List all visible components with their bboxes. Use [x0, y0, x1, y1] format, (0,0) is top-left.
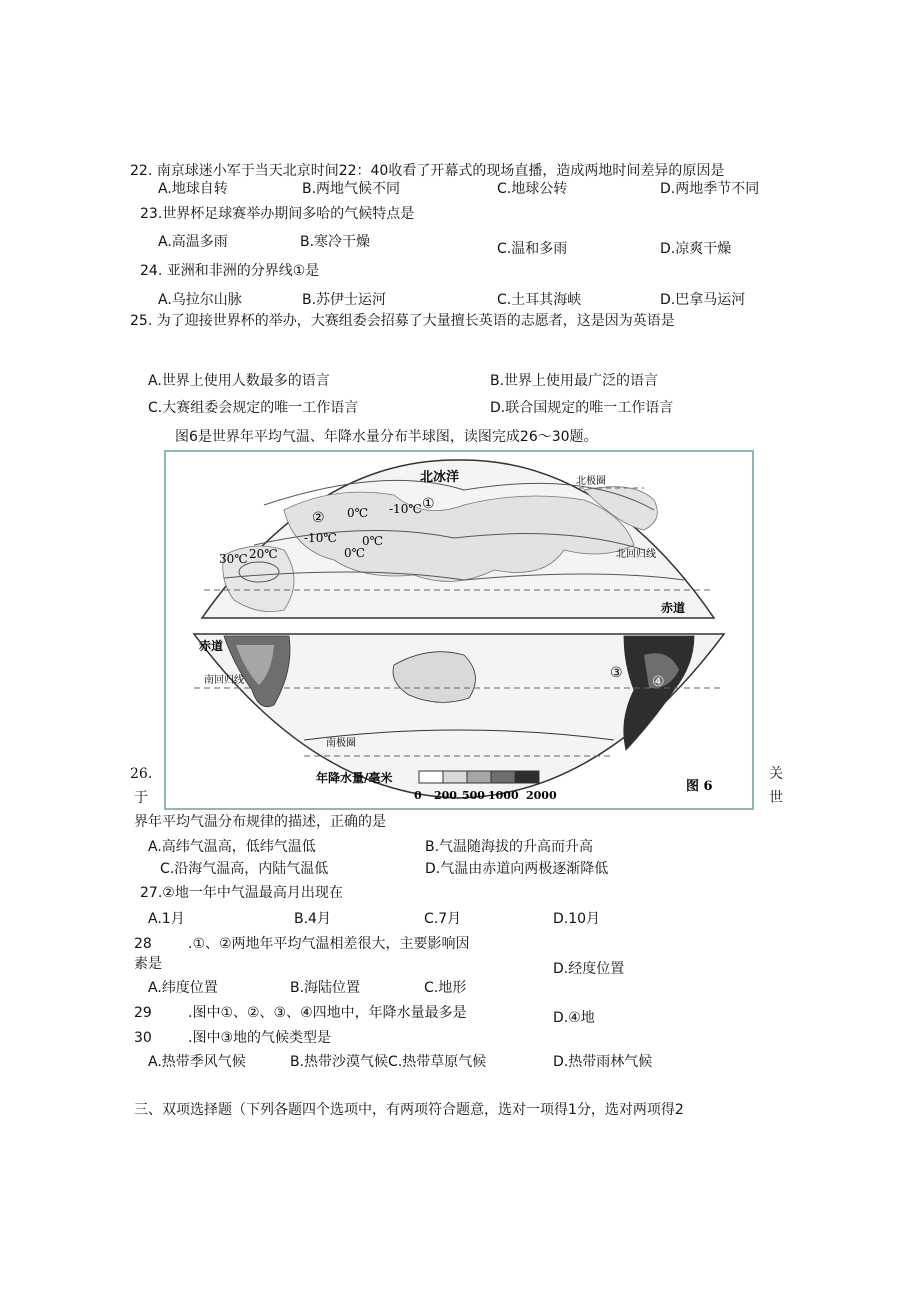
- label-equator-north: 赤道: [661, 601, 686, 615]
- q26-option-b: B.气温随海拔的升高而升高: [425, 839, 594, 855]
- q24-option-c: C.土耳其海峡: [497, 292, 582, 308]
- q23-option-d: D.凉爽干燥: [660, 241, 732, 257]
- q28-option-a: A.纬度位置: [148, 980, 218, 996]
- q25-option-a: A.世界上使用人数最多的语言: [148, 373, 330, 389]
- q24-option-a: A.乌拉尔山脉: [158, 292, 242, 308]
- legend-swatch-4: [491, 771, 515, 783]
- legend-swatch-2: [443, 771, 467, 783]
- q27-option-a: A.1月: [148, 911, 185, 927]
- legend-tick-1000: 1000: [488, 789, 519, 802]
- label-equator-south: 赤道: [199, 639, 224, 653]
- q26-option-d: D.气温由赤道向两极逐渐降低: [425, 861, 609, 877]
- legend-swatch-3: [467, 771, 491, 783]
- q26-number: 26.: [130, 766, 153, 782]
- q23-option-b: B.寒冷干燥: [300, 234, 371, 250]
- label-iso-0c: 0℃: [344, 546, 366, 560]
- q28-stem-line1: .①、②两地年平均气温相差很大，主要影响因: [188, 936, 470, 952]
- q29-stem: .图中①、②、③、④四地中，年降水量最多是: [188, 1005, 467, 1021]
- legend-tick-500: 500: [462, 789, 485, 802]
- figure-label: 图 6: [686, 779, 713, 794]
- q28-stem-line2: 素是: [134, 956, 162, 972]
- marker-2: ②: [312, 510, 325, 526]
- q22-stem: 22. 南京球迷小军于当天北京时间22：40收看了开幕式的现场直播，造成两地时间差异的原因是: [130, 163, 725, 179]
- figure-intro: 图6是世界年平均气温、年降水量分布半球图，读图完成26～30题。: [175, 429, 598, 445]
- q22-option-a: A.地球自转: [158, 181, 228, 197]
- q28-option-b: B.海陆位置: [290, 980, 361, 996]
- world-climate-map: [164, 450, 754, 810]
- q25-option-d: D.联合国规定的唯一工作语言: [490, 400, 674, 416]
- q26-stem: 界年平均气温分布规律的描述，正确的是: [134, 814, 386, 830]
- label-iso-20: 20℃: [249, 547, 278, 561]
- q24-stem: 24. 亚洲和非洲的分界线①是: [140, 263, 320, 279]
- label-iso-0a: 0℃: [347, 506, 369, 520]
- q28-option-c: C.地形: [424, 980, 467, 996]
- q30-option-bc: B.热带沙漠气候C.热带草原气候: [290, 1054, 487, 1070]
- q28-number: 28: [134, 936, 152, 952]
- q28-option-d: D.经度位置: [553, 961, 625, 977]
- q25-option-c: C.大赛组委会规定的唯一工作语言: [148, 400, 359, 416]
- label-iso-0b: 0℃: [362, 534, 384, 548]
- q23-stem: 23.世界杯足球赛举办期间多哈的气候特点是: [140, 206, 415, 222]
- label-iso-minus10b: -10℃: [304, 531, 337, 545]
- q26-char-yu: 于: [134, 790, 148, 806]
- label-arctic-ocean: 北冰洋: [420, 470, 460, 485]
- legend-tick-2000: 2000: [526, 789, 557, 802]
- q24-option-d: D.巴拿马运河: [660, 292, 746, 308]
- section-3-heading: 三、双项选择题（下列各题四个选项中，有两项符合题意，选对一项得1分，选对两项得2: [134, 1102, 684, 1118]
- q30-number: 30: [134, 1030, 152, 1046]
- q30-option-d: D.热带雨林气候: [553, 1054, 653, 1070]
- label-arctic-circle: 北极圈: [576, 476, 606, 487]
- legend-swatch-5: [515, 771, 539, 783]
- legend-swatch-1: [419, 771, 443, 783]
- legend-tick-0: 0: [414, 789, 422, 802]
- q27-option-c: C.7月: [424, 911, 462, 927]
- q27-stem: 27.②地一年中气温最高月出现在: [140, 885, 343, 901]
- q26-option-a: A.高纬气温高，低纬气温低: [148, 839, 316, 855]
- marker-3: ③: [610, 665, 623, 681]
- label-tropic-capricorn: 南回归线: [204, 675, 244, 686]
- q27-option-b: B.4月: [294, 911, 331, 927]
- q25-stem: 25. 为了迎接世界杯的举办，大赛组委会招募了大量擅长英语的志愿者，这是因为英语是: [130, 313, 675, 329]
- q26-char-shi: 世: [769, 790, 783, 806]
- q26-char-guan: 关: [769, 766, 783, 782]
- q22-option-b: B.两地气候不同: [302, 181, 401, 197]
- q25-option-b: B.世界上使用最广泛的语言: [490, 373, 659, 389]
- q29-option-d: D.④地: [553, 1010, 595, 1026]
- q27-option-d: D.10月: [553, 911, 601, 927]
- legend-title: 年降水量/毫米: [316, 771, 393, 785]
- q24-option-b: B.苏伊士运河: [302, 292, 387, 308]
- q30-stem: .图中③地的气候类型是: [188, 1030, 332, 1046]
- label-tropic-cancer: 北回归线: [616, 549, 656, 560]
- q26-option-c: C.沿海气温高，内陆气温低: [160, 861, 329, 877]
- q23-option-c: C.温和多雨: [497, 241, 568, 257]
- label-iso-minus10: -10℃: [389, 502, 422, 516]
- label-antarctic-circle: 南极圈: [326, 738, 356, 749]
- legend-tick-200: 200: [434, 789, 457, 802]
- q23-option-a: A.高温多雨: [158, 234, 228, 250]
- q30-option-a: A.热带季风气候: [148, 1054, 246, 1070]
- q22-option-d: D.两地季节不同: [660, 181, 760, 197]
- q29-number: 29: [134, 1005, 152, 1021]
- label-iso-30: 30℃: [219, 552, 248, 566]
- marker-1: ①: [422, 496, 435, 512]
- q22-option-c: C.地球公转: [497, 181, 568, 197]
- marker-4: ④: [652, 674, 665, 690]
